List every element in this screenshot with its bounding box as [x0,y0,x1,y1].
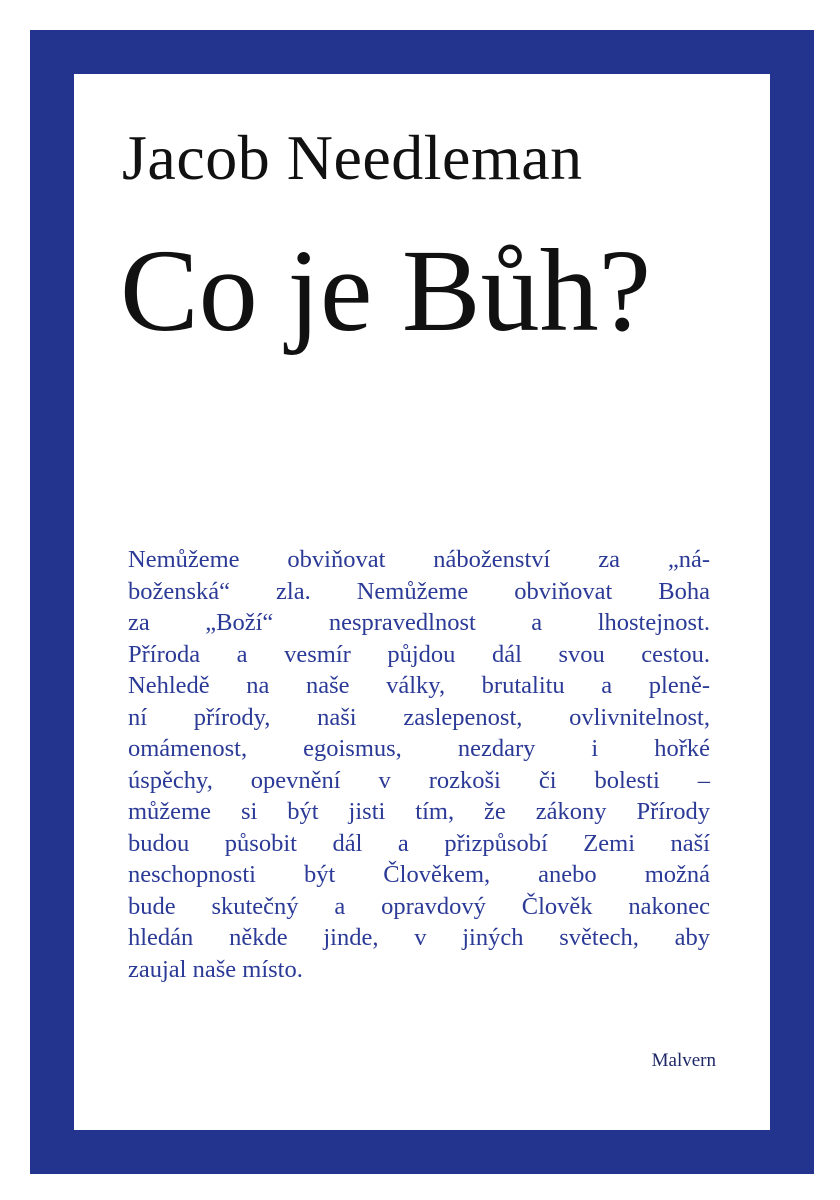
blurb-line: bude skutečný a opravdový Člověk nakonec [128,892,710,920]
blurb-line: Příroda a vesmír půjdou dál svou cestou. [128,640,710,668]
blurb-line: můžeme si být jisti tím, že zákony Přírody [128,798,710,825]
blurb-line: Nemůžeme obviňovat náboženství za „ná- [128,546,710,573]
blurb-line: zaujal naše místo. [128,955,303,983]
cover-blurb [128,544,710,985]
book-title: Co je Bůh? [120,225,651,356]
publisher-name: Malvern [651,1050,716,1071]
blurb-line: boženská“ zla. Nemůžeme obviňovat Boha [128,577,710,605]
book-cover [30,30,814,1174]
blurb-line: neschopnosti být Člověkem, anebo možná [128,861,710,888]
cover-panel [74,74,770,1130]
blurb-line: úspěchy, opevnění v rozkoši či bolesti – [128,766,710,794]
blurb-line: hledán někde jinde, v jiných světech, aby [128,924,710,951]
blurb-line: za „Boží“ nespravedlnost a lhostejnost. [128,609,710,636]
blurb-line: omámenost, egoismus, nezdary i hořké [128,735,710,762]
blurb-line: budou působit dál a přizpůsobí Zemi naší [128,829,710,857]
blurb-line: Nehledě na naše války, brutalitu a pleně- [128,672,710,699]
author-name: Jacob Needleman [122,122,583,193]
blurb-line: ní přírody, naši zaslepenost, ovlivnitelnost, [128,703,710,731]
